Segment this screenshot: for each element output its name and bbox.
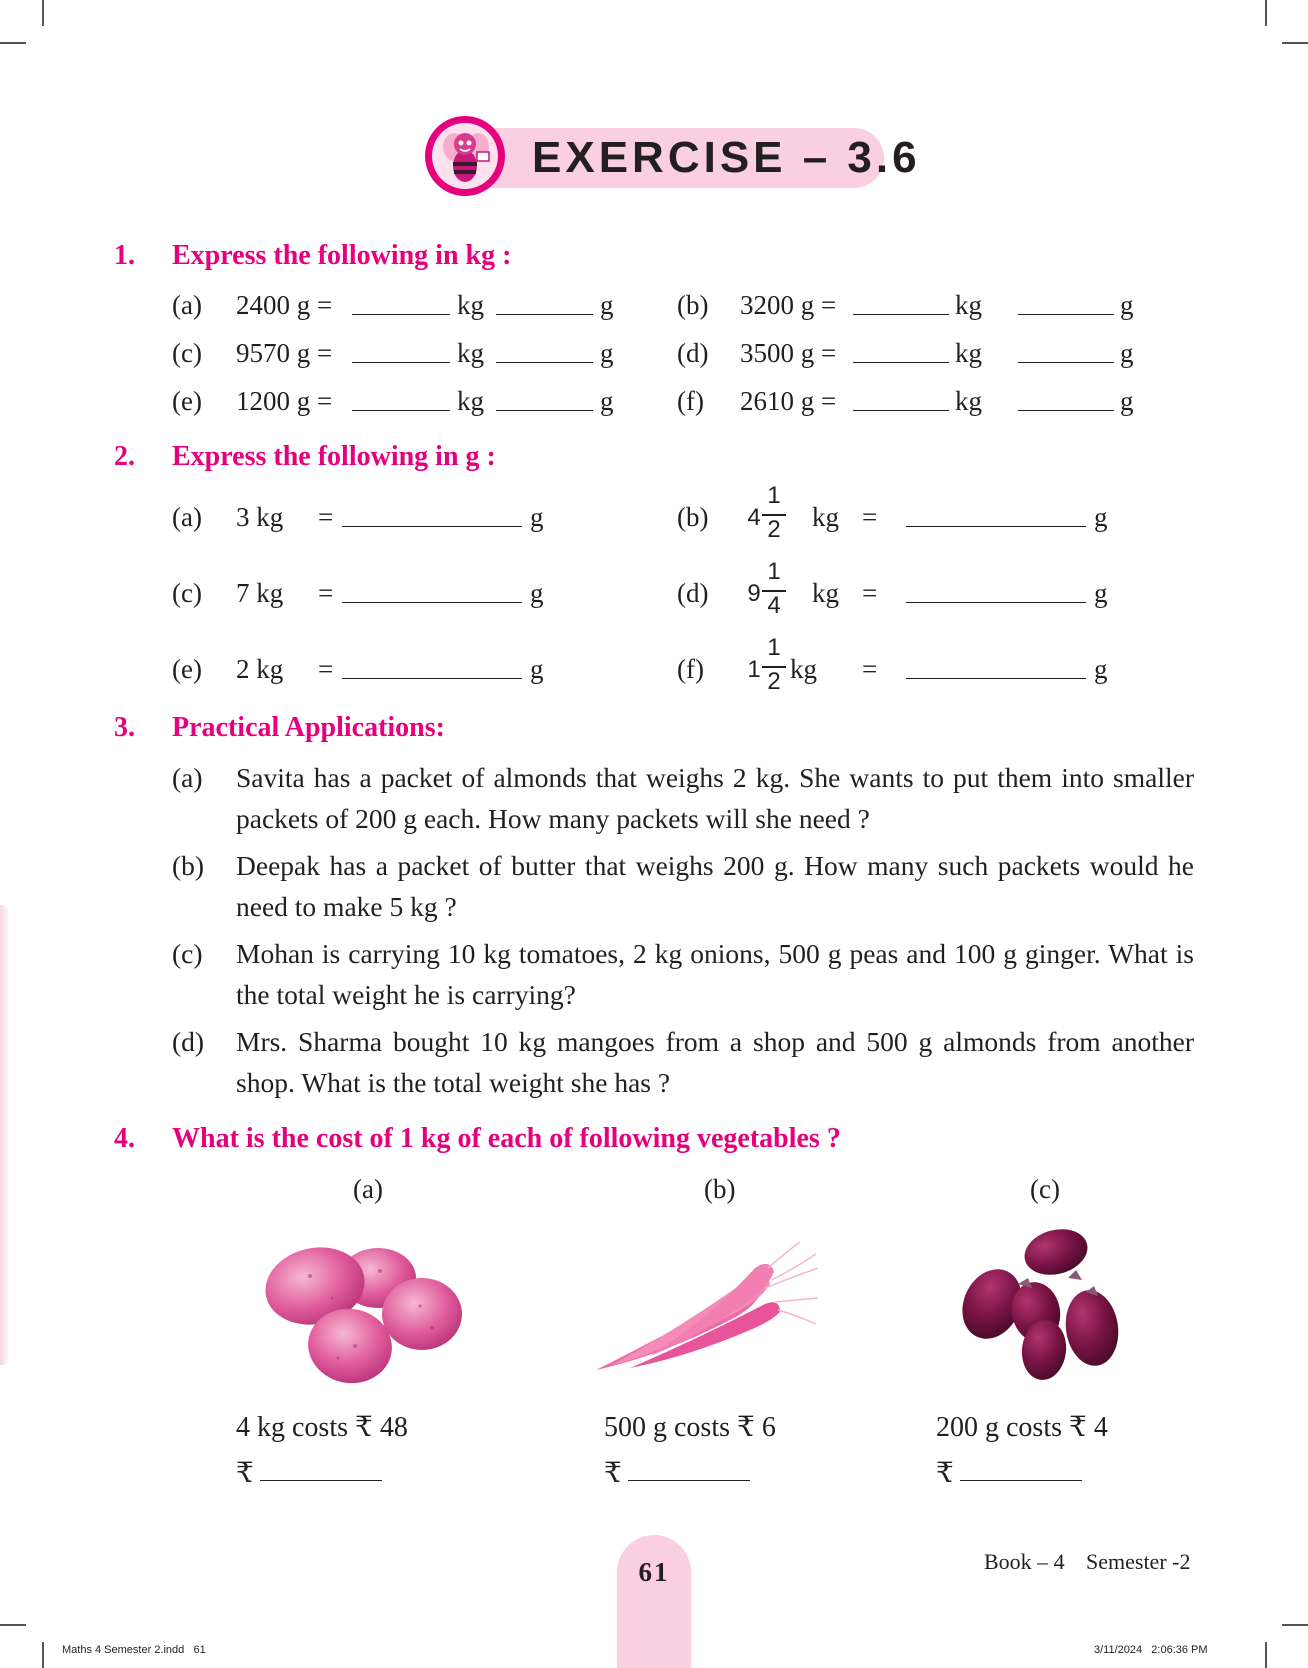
- q3-item-a-label: (a): [172, 762, 203, 793]
- unit-g: g: [1120, 386, 1134, 416]
- book-label: Book – 4: [984, 1549, 1065, 1574]
- q1-item-a: (a): [172, 290, 202, 320]
- question-number: 3.: [114, 712, 135, 743]
- semester-label: Semester -2: [1086, 1549, 1191, 1574]
- unit-kg: kg: [457, 386, 484, 416]
- answer-blank[interactable]: [496, 386, 593, 418]
- answer-blank[interactable]: [1018, 290, 1114, 322]
- q3-item-c-text: Mohan is carrying 10 kg tomatoes, 2 kg onions, 500 g peas and 100 g ginger. What is the total weight he is carrying?: [236, 938, 1194, 1010]
- fraction-denominator: 4: [767, 592, 781, 619]
- q1-item-d-lhs: 3500 g =: [740, 338, 837, 368]
- question-title: Express the following in g :: [172, 441, 496, 472]
- equals-sign: =: [318, 502, 334, 532]
- q4-item-b-cost: 500 g costs ₹ 6: [604, 1412, 776, 1443]
- fraction-numerator: 1: [767, 634, 781, 661]
- equals-sign: =: [862, 654, 878, 684]
- answer-blank[interactable]: [853, 386, 949, 418]
- file-slug: Maths 4 Semester 2.indd 61: [62, 1644, 206, 1656]
- q1-item-b-lhs: 3200 g =: [740, 290, 837, 320]
- question-title: What is the cost of 1 kg of each of following vegetables ?: [172, 1123, 841, 1154]
- q4-item-a-cost: 4 kg costs ₹ 48: [236, 1412, 408, 1443]
- q1-item-b: (b): [677, 290, 709, 320]
- answer-blank[interactable]: [628, 1456, 750, 1488]
- rupee-prefix: ₹: [604, 1458, 622, 1489]
- crop-mark: [0, 1624, 26, 1626]
- mixed-whole: 1: [747, 656, 761, 683]
- unit-g: g: [1120, 290, 1134, 320]
- q1-item-a-lhs: 2400 g =: [236, 290, 333, 320]
- question-title: Express the following in kg :: [172, 240, 512, 271]
- fraction-numerator: 1: [767, 558, 781, 585]
- q1-item-c-lhs: 9570 g =: [236, 338, 333, 368]
- q2-item-e-lhs: 2 kg: [236, 654, 284, 684]
- q4-item-c-cost: 200 g costs ₹ 4: [936, 1412, 1108, 1443]
- unit-g: g: [600, 386, 614, 416]
- equals-sign: =: [318, 654, 334, 684]
- unit-kg: kg: [955, 338, 982, 368]
- answer-blank[interactable]: [352, 386, 450, 418]
- carrots-image: [590, 1238, 820, 1378]
- unit-g: g: [530, 654, 544, 684]
- bee-mascot-icon: [423, 114, 507, 198]
- answer-blank[interactable]: [260, 1456, 382, 1488]
- crop-mark: [1265, 0, 1267, 26]
- q2-item-f: (f): [677, 654, 704, 684]
- unit-g: g: [1094, 502, 1108, 532]
- q3-item-b-label: (b): [172, 850, 205, 881]
- unit-g: g: [1120, 338, 1134, 368]
- q3-item-c-label: (c): [172, 938, 203, 969]
- q1-item-d: (d): [677, 338, 709, 368]
- q3-item-a-text: Savita has a packet of almonds that weighs 2 kg. She wants to put them into smaller packets of 200 g each. How many packets will she need ?: [236, 762, 1194, 834]
- q3-item-b-text: Deepak has a packet of butter that weighs 200 g. How many such packets would he need to make 5 kg ?: [236, 850, 1194, 922]
- mixed-whole: 4: [747, 504, 761, 531]
- answer-blank[interactable]: [906, 578, 1086, 610]
- unit-kg: kg: [457, 338, 484, 368]
- answer-blank[interactable]: [1018, 386, 1114, 418]
- q2-item-e: (e): [172, 654, 202, 684]
- question-number: 4.: [114, 1123, 135, 1154]
- mixed-whole: 9: [747, 580, 761, 607]
- answer-blank[interactable]: [342, 578, 522, 610]
- fraction-denominator: 2: [767, 668, 781, 695]
- crop-mark: [1282, 1624, 1308, 1626]
- answer-blank[interactable]: [352, 290, 450, 322]
- q2-item-a: (a): [172, 502, 202, 532]
- q1-item-e: (e): [172, 386, 202, 416]
- crop-mark: [42, 1642, 44, 1668]
- q4-item-a-label: (a): [353, 1174, 383, 1204]
- q2-item-c-lhs: 7 kg: [236, 578, 284, 608]
- q2-item-b: (b): [677, 502, 709, 532]
- question-title: Practical Applications:: [172, 712, 445, 743]
- unit-kg: kg: [457, 290, 484, 320]
- crop-mark: [42, 0, 44, 26]
- q1-item-f: (f): [677, 386, 704, 416]
- unit-g: g: [1094, 654, 1108, 684]
- page-number-tab: [617, 1535, 691, 1668]
- unit-kg: kg: [790, 654, 817, 684]
- answer-blank[interactable]: [1018, 338, 1114, 370]
- answer-blank[interactable]: [352, 338, 450, 370]
- q2-item-c: (c): [172, 578, 202, 608]
- q4-item-c-label: (c): [1030, 1174, 1060, 1204]
- unit-g: g: [600, 338, 614, 368]
- brinjals-image: [958, 1226, 1130, 1382]
- question-number: 2.: [114, 441, 135, 472]
- q4-item-b-label: (b): [704, 1174, 736, 1204]
- equals-sign: =: [862, 578, 878, 608]
- answer-blank[interactable]: [960, 1456, 1082, 1488]
- answer-blank[interactable]: [853, 338, 949, 370]
- answer-blank[interactable]: [496, 290, 593, 322]
- potatoes-image: [260, 1236, 470, 1386]
- q1-item-f-lhs: 2610 g =: [740, 386, 837, 416]
- unit-kg: kg: [812, 502, 839, 532]
- fraction-numerator: 1: [767, 482, 781, 509]
- question-number: 1.: [114, 240, 135, 271]
- unit-kg: kg: [812, 578, 839, 608]
- print-timestamp: 3/11/2024 2:06:36 PM: [1094, 1644, 1208, 1656]
- crop-mark: [0, 42, 26, 44]
- fraction-denominator: 2: [767, 516, 781, 543]
- page-number: 61: [638, 1557, 670, 1587]
- rupee-prefix: ₹: [936, 1458, 954, 1489]
- equals-sign: =: [318, 578, 334, 608]
- unit-g: g: [600, 290, 614, 320]
- unit-g: g: [1094, 578, 1108, 608]
- edge-decoration: [0, 905, 10, 1365]
- crop-mark: [1282, 42, 1308, 44]
- unit-kg: kg: [955, 290, 982, 320]
- answer-blank[interactable]: [342, 654, 522, 686]
- q2-item-d: (d): [677, 578, 709, 608]
- unit-kg: kg: [955, 386, 982, 416]
- rupee-prefix: ₹: [236, 1458, 254, 1489]
- exercise-title: EXERCISE – 3.6: [532, 133, 921, 182]
- answer-blank[interactable]: [906, 502, 1086, 534]
- q1-item-c: (c): [172, 338, 202, 368]
- unit-g: g: [530, 502, 544, 532]
- unit-g: g: [530, 578, 544, 608]
- crop-mark: [1265, 1642, 1267, 1668]
- q3-item-d-label: (d): [172, 1026, 205, 1057]
- q2-item-a-lhs: 3 kg: [236, 502, 284, 532]
- answer-blank[interactable]: [342, 502, 522, 534]
- answer-blank[interactable]: [496, 338, 593, 370]
- q3-item-d-text: Mrs. Sharma bought 10 kg mangoes from a shop and 500 g almonds from another shop. What is the total weight she has ?: [236, 1026, 1194, 1098]
- equals-sign: =: [862, 502, 878, 532]
- q1-item-e-lhs: 1200 g =: [236, 386, 333, 416]
- answer-blank[interactable]: [906, 654, 1086, 686]
- answer-blank[interactable]: [853, 290, 949, 322]
